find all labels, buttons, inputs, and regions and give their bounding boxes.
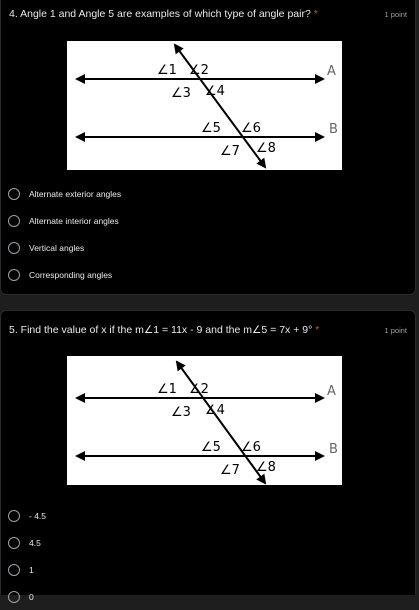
angle-8-label: ∠8 bbox=[256, 460, 276, 475]
angle-3-label: ∠3 bbox=[171, 405, 191, 420]
option-label: Vertical angles bbox=[29, 242, 85, 253]
option-alternate-interior[interactable] bbox=[1, 207, 415, 234]
option-label: - 4.5 bbox=[29, 510, 47, 521]
question-title: 4. Angle 1 and Angle 5 are examples of which type of angle pair? * bbox=[9, 8, 318, 20]
angle-6-label: ∠6 bbox=[241, 440, 261, 455]
angle-4-label: ∠4 bbox=[205, 403, 225, 418]
option-label: Alternate exterior angles bbox=[29, 188, 122, 199]
line-b-label: B bbox=[329, 122, 338, 137]
radio-button[interactable] bbox=[8, 591, 20, 603]
option-vertical[interactable] bbox=[1, 234, 415, 261]
option-4-5[interactable] bbox=[1, 529, 415, 556]
angle-5-label: ∠5 bbox=[201, 440, 221, 455]
line-a-label: A bbox=[327, 384, 336, 399]
option-label: 1 bbox=[29, 564, 34, 575]
line-b-label: B bbox=[329, 442, 338, 457]
answer-options bbox=[1, 502, 415, 610]
question-title: 5. Find the value of x if the m∠1 = 11x - 9 and the m∠5 = 7x + 9° * bbox=[9, 324, 320, 336]
radio-button[interactable] bbox=[8, 215, 20, 227]
option-alternate-exterior[interactable] bbox=[1, 180, 415, 207]
radio-button[interactable] bbox=[8, 242, 20, 254]
question-card-4 bbox=[0, 0, 416, 295]
angle-2-label: ∠2 bbox=[189, 382, 209, 397]
radio-button[interactable] bbox=[8, 564, 20, 576]
angle-4-label: ∠4 bbox=[205, 84, 225, 99]
radio-button[interactable] bbox=[8, 188, 20, 200]
angle-2-label: ∠2 bbox=[189, 63, 209, 78]
option-neg-4-5[interactable] bbox=[1, 502, 415, 529]
angle-3-label: ∠3 bbox=[171, 86, 191, 101]
option-label: 4.5 bbox=[29, 537, 41, 548]
radio-button[interactable] bbox=[8, 269, 20, 281]
points-label: 1 point bbox=[384, 326, 407, 335]
option-1[interactable] bbox=[1, 556, 415, 583]
option-corresponding[interactable] bbox=[1, 261, 415, 288]
question-card-5 bbox=[0, 310, 416, 602]
points-label: 1 point bbox=[384, 10, 407, 19]
option-0[interactable] bbox=[1, 583, 415, 610]
answer-options bbox=[1, 180, 415, 288]
question-header bbox=[9, 8, 407, 20]
radio-button[interactable] bbox=[8, 537, 20, 549]
angle-6-label: ∠6 bbox=[241, 121, 261, 136]
option-label: Corresponding angles bbox=[29, 269, 113, 280]
required-marker: * bbox=[313, 8, 318, 20]
required-marker: * bbox=[315, 324, 320, 336]
option-label: 0 bbox=[29, 591, 34, 602]
radio-button[interactable] bbox=[8, 510, 20, 522]
parallel-lines-diagram bbox=[67, 41, 342, 170]
question-header bbox=[9, 324, 407, 336]
angle-8-label: ∠8 bbox=[256, 141, 276, 156]
angle-5-label: ∠5 bbox=[201, 121, 221, 136]
transversal-figure bbox=[67, 41, 342, 170]
angle-1-label: ∠1 bbox=[157, 63, 177, 78]
line-a-label: A bbox=[327, 64, 336, 79]
angle-1-label: ∠1 bbox=[157, 382, 177, 397]
parallel-lines-diagram bbox=[67, 356, 342, 485]
angle-7-label: ∠7 bbox=[220, 144, 240, 159]
angle-7-label: ∠7 bbox=[220, 463, 240, 478]
transversal-figure bbox=[67, 356, 342, 485]
option-label: Alternate interior angles bbox=[29, 215, 119, 226]
